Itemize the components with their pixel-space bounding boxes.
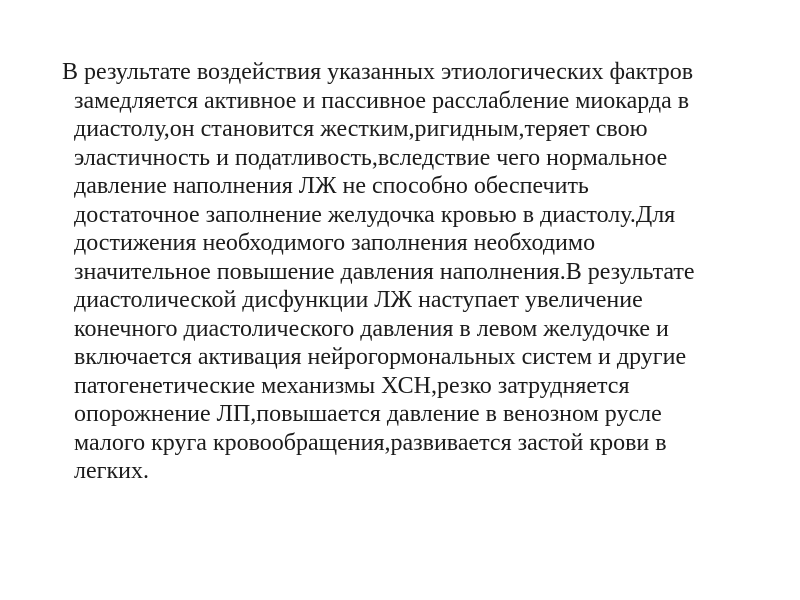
paragraph-line: патогенетические механизмы ХСН,резко затрудняется — [74, 372, 630, 399]
paragraph-line: давление наполнения ЛЖ не способно обеспечить — [74, 173, 589, 199]
paragraph-line: достижения необходимого заполнения необходимо — [74, 230, 596, 256]
paragraph-line: В результате воздействия указанных этиологических фактров — [62, 59, 694, 85]
body-paragraph — [62, 58, 762, 486]
paragraph-line: диастолу,он становится жестким,ригидным,теряет свою — [74, 116, 648, 142]
paragraph-line: эластичность и податливость,вследствие чего нормальное — [74, 144, 668, 171]
paragraph-line: малого круга кровообращения,развивается застой крови в — [74, 429, 667, 456]
paragraph-line: достаточное заполнение желудочка кровью в диастолу.Для — [74, 201, 676, 228]
paragraph-line: значительное повышение давления наполнения.В результате — [74, 258, 695, 285]
paragraph-line: диастолической дисфункции ЛЖ наступает увеличение — [74, 287, 643, 313]
paragraph-line: включается активация нейрогормональных систем и другие — [74, 344, 687, 370]
paragraph-line: легких. — [74, 458, 149, 484]
paragraph-line: опорожнение ЛП,повышается давление в венозном русле — [74, 401, 662, 427]
paragraph-line: замедляется активное и пассивное расслабление миокарда в — [74, 87, 690, 114]
paragraph-line: конечного диастолического давления в левом желудочке и — [74, 315, 669, 342]
